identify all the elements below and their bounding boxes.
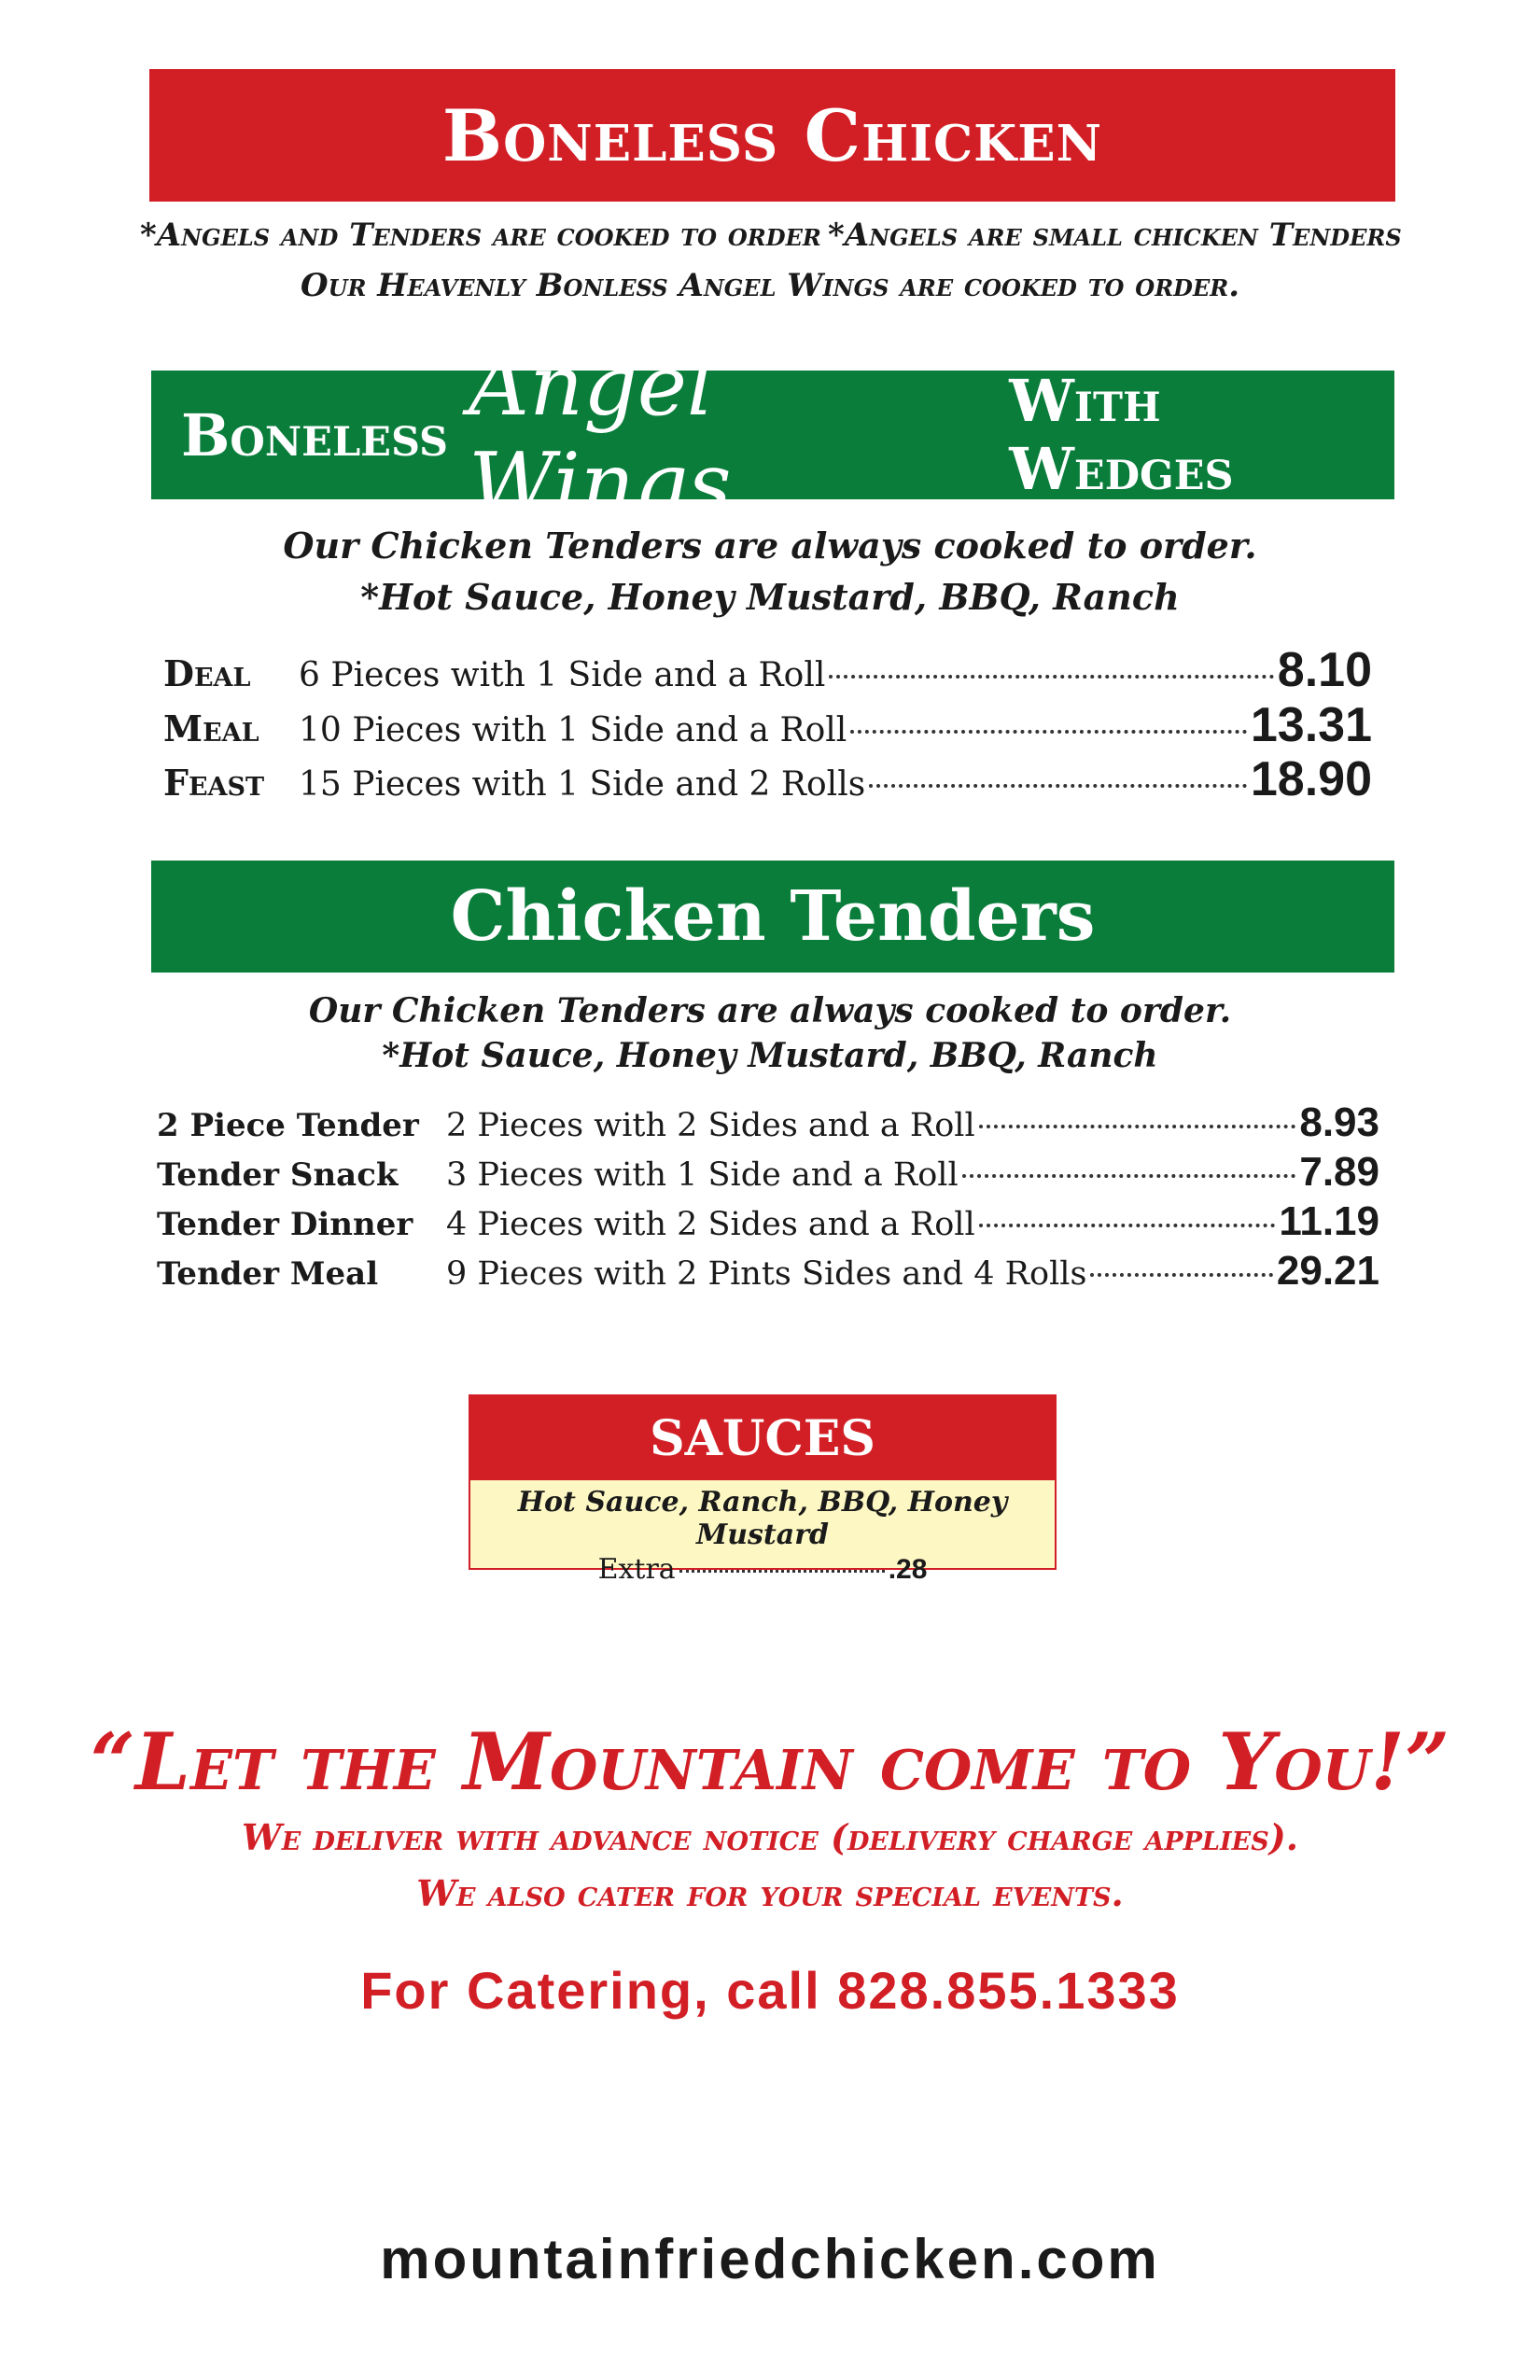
sauces-extra-price: .28 — [888, 1554, 928, 1585]
item-description: 15 Pieces with 1 Side and 2 Rolls — [299, 765, 866, 804]
item-label: Feast — [163, 762, 265, 804]
item-description: 10 Pieces with 1 Side and a Roll — [299, 711, 847, 749]
note-cooked-to-order: *Angels and Tenders are cooked to order — [140, 217, 821, 254]
item-label: 2 Piece Tender — [157, 1107, 419, 1144]
item-price: 7.89 — [1299, 1149, 1379, 1195]
item-price: 29.21 — [1276, 1248, 1379, 1294]
chicken-tenders-banner — [151, 861, 1394, 973]
dot-leader — [979, 1224, 1276, 1227]
menu-item-2-piece-tender — [157, 1099, 1379, 1146]
menu-item-meal — [163, 697, 1372, 753]
dot-leader — [869, 784, 1247, 788]
delivery-note: We deliver with advance notice (delivery charge applies). — [242, 1816, 1298, 1858]
sauces-box — [469, 1394, 1057, 1586]
catering-phone[interactable]: For Catering, call 828.855.1333 — [360, 1961, 1180, 2020]
boneless-chicken-title: Boneless Chicken — [441, 93, 1103, 177]
menu-item-feast — [163, 751, 1372, 807]
item-price: 8.93 — [1299, 1099, 1379, 1145]
item-price: 8.10 — [1277, 643, 1372, 697]
item-price: 11.19 — [1279, 1198, 1379, 1244]
dot-leader — [829, 675, 1273, 679]
item-description: 9 Pieces with 2 Pints Sides and 4 Rolls — [446, 1255, 1087, 1293]
item-description: 3 Pieces with 1 Side and a Roll — [446, 1156, 959, 1194]
dot-leader — [979, 1125, 1296, 1128]
website-link[interactable]: mountainfriedchicken.com — [380, 2228, 1160, 2290]
menu-item-tender-meal — [157, 1248, 1379, 1295]
sauces-title: SAUCES — [470, 1396, 1055, 1480]
angel-wings-title-suffix: With Wedges — [1009, 367, 1234, 503]
catering-note: We also cater for your special events. — [416, 1872, 1124, 1914]
sauces-extra-label: Extra — [597, 1553, 676, 1586]
dot-leader — [850, 730, 1247, 734]
note-heavenly-wings: Our Heavenly Bonless Angel Wings are cooked to order. — [300, 267, 1240, 304]
item-label: Tender Dinner — [157, 1206, 413, 1243]
tagline: “Let the Mountain come to You!” — [90, 1715, 1450, 1808]
dot-leader — [679, 1570, 885, 1573]
sauces-extra-row — [470, 1553, 1055, 1586]
item-description: 6 Pieces with 1 Side and a Roll — [299, 656, 826, 694]
item-label: Meal — [163, 707, 259, 749]
item-price: 13.31 — [1250, 698, 1372, 752]
dot-leader — [962, 1174, 1296, 1178]
item-description: 2 Pieces with 2 Sides and a Roll — [446, 1107, 975, 1144]
item-price: 18.90 — [1250, 752, 1372, 806]
angel-wings-title-script: Angel Wings — [469, 337, 732, 533]
angel-wings-subtitle: Our Chicken Tenders are always cooked to order. — [283, 525, 1257, 567]
angel-wings-title-prefix: Boneless — [181, 400, 449, 469]
dot-leader — [1090, 1273, 1272, 1277]
chicken-tenders-title: Chicken Tenders — [450, 876, 1096, 957]
menu-item-tender-snack — [157, 1149, 1379, 1196]
chicken-tenders-subtitle: Our Chicken Tenders are always cooked to order. — [308, 991, 1232, 1030]
item-label: Tender Snack — [157, 1156, 399, 1194]
menu-item-deal — [163, 642, 1372, 698]
sauces-list: Hot Sauce, Ranch, BBQ, Honey Mustard — [517, 1486, 1008, 1551]
item-description: 4 Pieces with 2 Sides and a Roll — [446, 1206, 975, 1243]
item-label: Deal — [163, 652, 251, 694]
item-label: Tender Meal — [157, 1255, 379, 1293]
angel-wings-sauces: *Hot Sauce, Honey Mustard, BBQ, Ranch — [360, 576, 1180, 618]
boneless-chicken-banner — [149, 69, 1395, 202]
chicken-tenders-sauces: *Hot Sauce, Honey Mustard, BBQ, Ranch — [382, 1036, 1158, 1075]
angel-wings-banner — [151, 337, 1394, 533]
menu-item-tender-dinner — [157, 1198, 1379, 1245]
note-angels-small: *Angels are small chicken Tenders — [828, 217, 1402, 254]
